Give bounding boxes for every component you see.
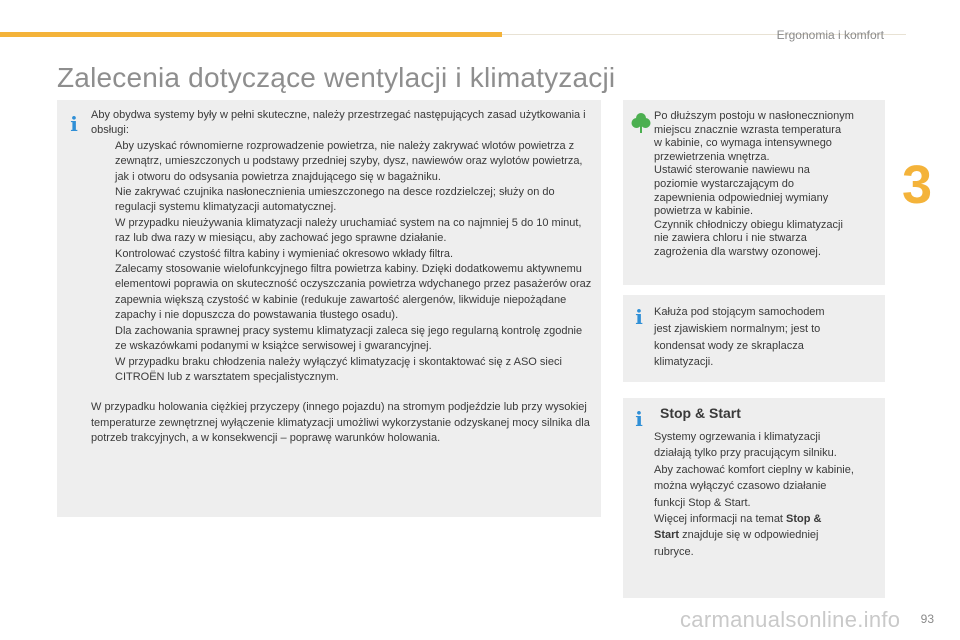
list-item: Nie zakrywać czujnika nasłonecznienia umieszczonego na desce rozdzielczej; służy on do regulacji systemu klimatyzacji automatycznej. (115, 186, 555, 214)
filter-recommendation: Zalecamy stosowanie wielofunkcyjnego filtra powietrza kabiny. Dzięki dodatkowemu aktywnemu elementowi poprawia on skuteczność oczyszczania powietrza wdychanego przez pasażerów oraz zapewnia większą czystość w kabinie (redukuje zawartość alergenów, likwiduje niepożądane zapachy i nie dopuszcza do powstawania tłustego osadu). (115, 263, 592, 322)
watermark: carmanualsonline.info (680, 607, 901, 632)
intro-paragraph: Aby obydwa systemy były w pełni skuteczne, należy przestrzegać następujących zasad użytkowania i obsługi: (91, 109, 586, 137)
list-item: W przypadku nieużywania klimatyzacji należy uruchamiać system na co najmniej 5 do 10 minut, raz lub dwa razy w miesiącu, aby zachować jego sprawne działanie. (115, 216, 582, 245)
section-title: Ergonomia i komfort (776, 28, 884, 42)
main-text (91, 108, 596, 447)
list-item: W przypadku braku chłodzenia należy wyłączyć klimatyzację i skontaktować się z ASO sieci CITROËN lub z warsztatem specjalistycznym. (115, 355, 562, 383)
header-accent-bar (0, 32, 502, 37)
main-recommendations-box (57, 100, 601, 517)
recommendation-list (91, 139, 596, 386)
eco-tip-box (623, 100, 885, 285)
page-number: 93 (920, 612, 934, 626)
more-info-line: Więcej informacji na temat Stop & (654, 513, 822, 526)
stop-start-box (623, 398, 885, 598)
condensation-note-text: Kałuża pod stojącym samochodem jest zjawiskiem normalnym; jest to kondensat wody ze skraplacza klimatyzacji. (654, 306, 825, 369)
condensation-note-box (623, 295, 885, 382)
info-icon: i (635, 407, 643, 431)
page-title: Zalecenia dotyczące wentylacji i klimatyzacji (57, 62, 616, 93)
eco-tip-text: Po dłuższym postoju w nasłonecznionym miejscu znacznie wzrasta temperatura w kabinie, co wymaga intensywnego przewietrzenia wnętrza. Ustawić sterowanie nawiewu na poziomie wystarczającym do zapewnienia odpowiedniej wymiany powietrza w kabinie. Czynnik chłodniczy obiegu klimatyzacji nie zawiera chloru i nie stwarza zagrożenia dla warstwy ozonowej. (654, 110, 854, 258)
chapter-number: 3 (902, 155, 933, 215)
info-icon: i (635, 305, 643, 329)
stop-start-text: Systemy ogrzewania i klimatyzacji działają tylko przy pracującym silniku. Aby zachować komfort cieplny w kabinie, można wyłączyć czasowo działanie funkcji Stop & Start. Więcej informacji na temat Stop & Start znajduje się w odpowiedniej rubryce. (654, 429, 879, 560)
list-item: Kontrolować czystość filtra kabiny i wymieniać okresowo wkłady filtra. Zalecamy stosowanie wielofunkcyjnego filtra powietrza kabiny. Dzięki dodatkowemu aktywnemu elementowi poprawia on skuteczność oczyszczania powietrza wdychanego przez pasażerów oraz zapewnia większą czystość w kabinie (redukuje zawartość alergenów, likwiduje niepożądane zapachy i nie dopuszcza do powstawania tłustego osadu). (91, 247, 596, 324)
towing-paragraph: W przypadku holowania ciężkiej przyczepy (innego pojazdu) na stromym podjeździe lub przy wysokiej temperaturze zewnętrznej wyłączenie klimatyzacji umożliwi wykorzystanie odzyskanej mocy silnika dla potrzeb trakcyjnych, a w konsekwencji – poprawę warunków holowania. (91, 401, 590, 445)
stop-start-heading: Stop & Start (660, 405, 741, 421)
list-item: Aby uzyskać równomierne rozprowadzenie powietrza, nie należy zakrywać wlotów powietrza z zewnątrz, umieszczonych u podstawy przedniej szyby, dysz, nawiewów oraz wylotów powietrza, jak i otworu do odsysania powietrza znajdującego się w bagażniku. (115, 139, 583, 183)
leaf-icon (631, 112, 651, 134)
list-item: Dla zachowania sprawnej pracy systemu klimatyzacji zaleca się jego regularną kontrolę zgodnie ze wskazówkami podanymi w książce serwisowej i gwarancyjnej. (115, 324, 583, 353)
info-icon: i (70, 112, 78, 136)
more-info-line: Start znajduje się w odpowiedniej (654, 529, 819, 542)
